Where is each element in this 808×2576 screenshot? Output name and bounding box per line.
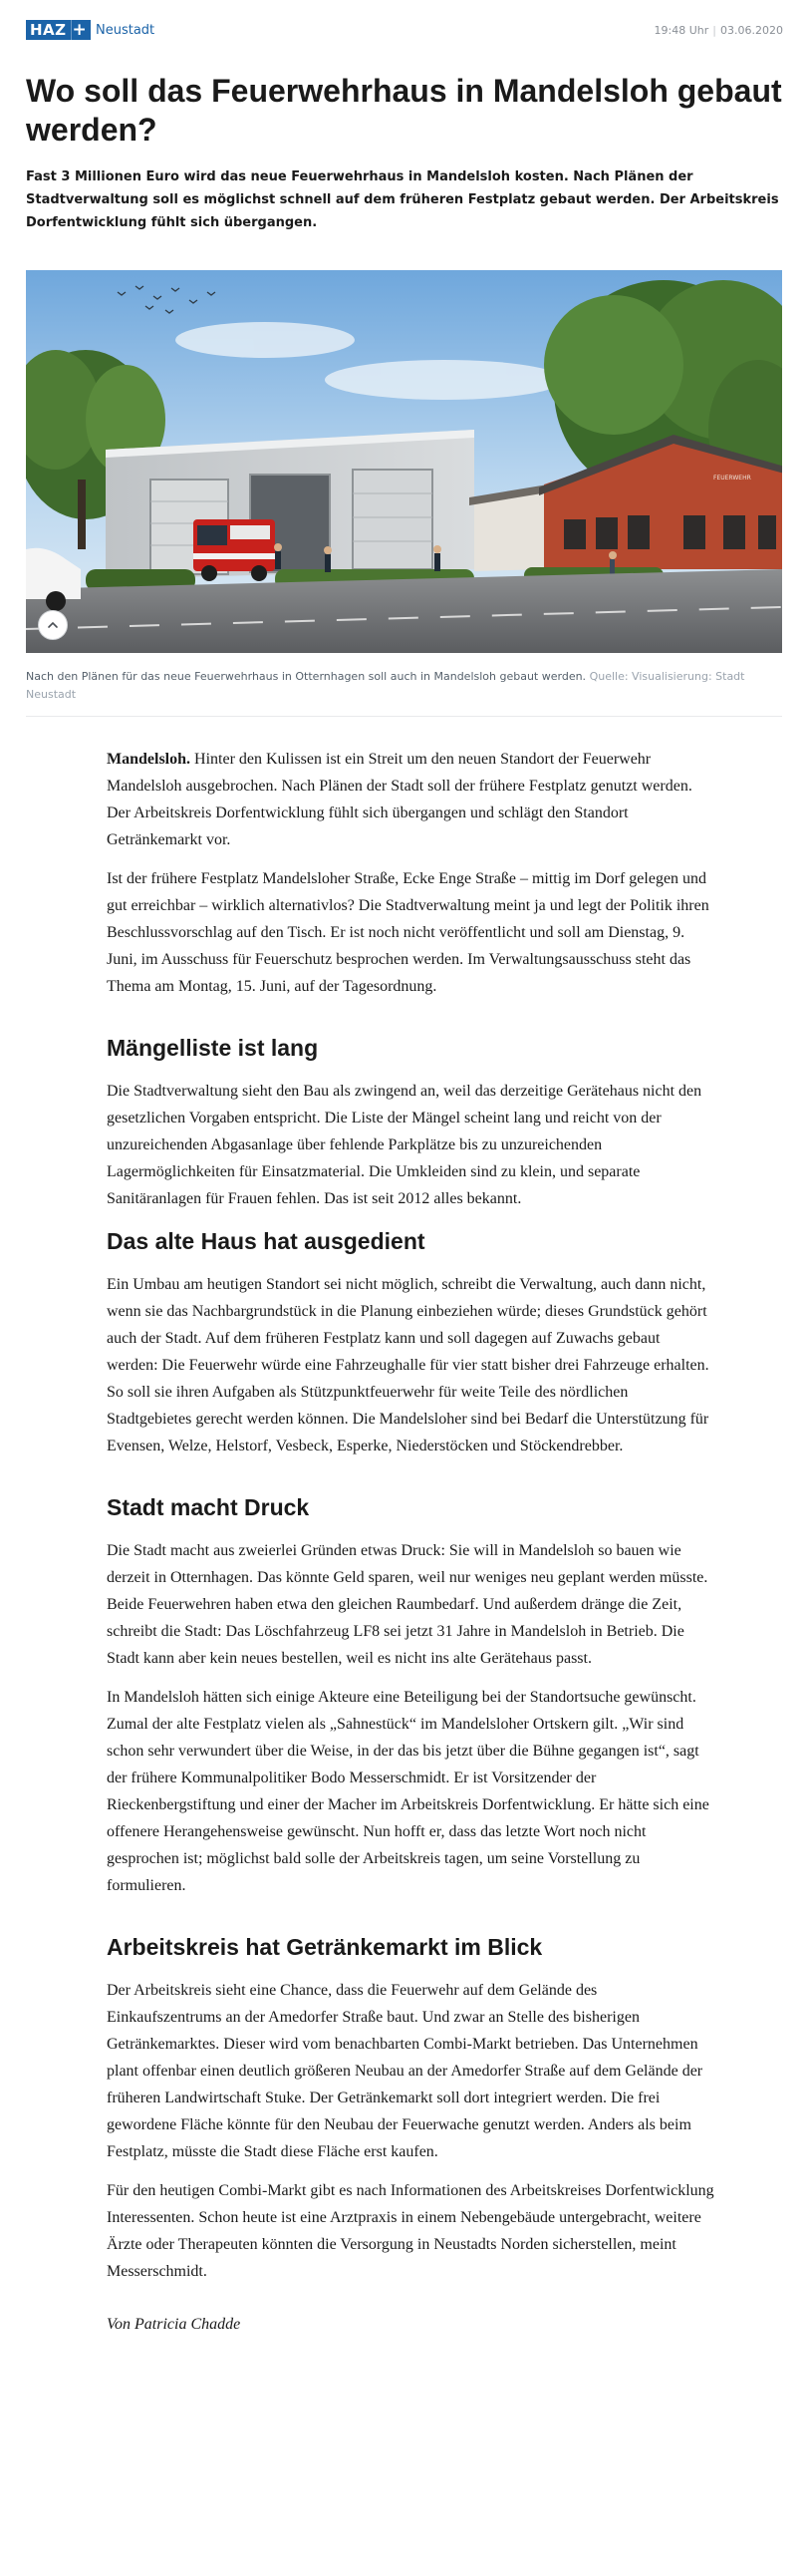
divider <box>26 716 782 717</box>
subheading: Arbeitskreis hat Getränkemarkt im Blick <box>107 1934 543 1960</box>
image-credit: Quelle: Visualisierung: Stadt Neustadt <box>26 670 745 701</box>
section-link-neustadt[interactable]: Neustadt <box>96 23 155 38</box>
building-sign: FEUERWEHR <box>713 475 751 482</box>
article-headline: Wo soll das Feuerwehrhaus in Mandelsloh gebaut werden? <box>26 73 782 148</box>
paragraph: Ein Umbau am heutigen Standort sei nicht möglich, schreibt die Verwaltung, auch dann nicht, wenn sie das Nachbargrundstück in die Planung einbeziehen würde; dieses Grundstück gehört auch der Stadt. Auf dem früheren Festplatz kann und soll dagegen auf Zuwachs gebaut werden: Die Feuerwehr würde eine Fahrzeughalle für vier statt bisher drei Fahrzeuge erhalten. So soll sie ihren Aufgaben als Stützpunktfeuerwehr für weite Teile des nördlichen Stadtgebietes gerecht werden können. Die Mandelsloher sind bei Bedarf die Unterstützung für Evensen, Welze, Helstorf, Vesbeck, Esperke, Niederstöcken und Stöckendrebber. <box>107 1276 709 1454</box>
caption-text: Nach den Plänen für das neue Feuerwehrhaus in Otternhagen soll auch in Mandelsloh gebaut werden. <box>26 670 587 683</box>
logo-plus: + <box>71 20 91 40</box>
paragraph: In Mandelsloh hätten sich einige Akteure eine Beteiligung bei der Standortsuche gewünscht. Zumal der alte Festplatz vielen als „Sahnestück“ im Mandelsloher Ortskern gilt. „Wir sind schon sehr verwundert über die Weise, in der das bis jetzt über die Bühne gegangen ist“, sagt der frühere Kommunalpolitiker Bodo Messerschmidt. Er ist Vorsitzender der Rieckenbergstiftung und einer der Macher im Arbeitskreis Dorfentwicklung. Er hätte sich eine offenere Herangehensweise gewünscht. Nun hofft er, dass das letzte Wort noch nicht gesprochen ist; möglichst bald solle der Arbeitskreis tagen, um seine Vorstellung zu formulieren. <box>107 1689 709 1894</box>
publish-meta <box>655 23 783 38</box>
image-caption <box>26 668 782 704</box>
intro-text: Hinter den Kulissen ist ein Streit um den neuen Standort der Feuerwehr Mandelsloh ausgebrochen. Nach Plänen der Stadt soll der frühere Festplatz genutzt werden. Der Arbeitskreis Dorfentwicklung fühlt sich übergangen und schlägt den Standort Getränkemarkt vor. <box>107 751 692 848</box>
paragraph: Der Arbeitskreis sieht eine Chance, dass die Feuerwehr auf dem Gelände des Einkaufszentrums an der Amedorfer Straße baut. Und zwar an Stelle des bisherigen Getränkemarktes. Dieser wird vom benachbarten Combi-Markt betrieben. Das Unternehmen plant offenbar einen deutlich größeren Neubau an der Amedorfer Straße auf dem Gelände der früheren Landwirtschaft Stuke. Der Getränkemarkt soll dort integriert werden. Die frei gewordene Fläche könnte für den Neubau der Feuerwache genutzt werden. Anders als beim Festplatz, müsste die Stadt diese Fläche erst kaufen. <box>107 1982 703 2160</box>
article-image <box>26 270 782 653</box>
author-byline: Von Patricia Chadde <box>107 2316 241 2333</box>
paragraph: Die Stadt macht aus zweierlei Gründen etwas Druck: Sie will in Mandelsloh so bauen wie derzeit in Otternhagen. Das könnte Geld sparen, weil nur weniges neu geplant werden müsste. Beide Feuerwehren haben etwa den gleichen Raumbedarf. Und außerdem dränge die Zeit, schreibt die Stadt: Das Löschfahrzeug LF8 sei jetzt 31 Jahre in Mandelsloh in Betrieb. Die Stadt kann aber kein neues bestellen, weil es nicht ins alte Gerätehaus passt. <box>107 1542 708 1667</box>
chevron-up-icon <box>46 618 60 632</box>
top-bar <box>26 18 783 42</box>
meta-separator: | <box>712 24 717 37</box>
vehicle-hall <box>106 430 474 579</box>
logo-text: HAZ <box>26 20 71 40</box>
connector-building <box>469 483 554 571</box>
paragraph-intro <box>107 746 714 853</box>
article-body <box>107 746 714 2350</box>
publish-date: 03.06.2020 <box>720 24 783 37</box>
article-teaser: Fast 3 Millionen Euro wird das neue Feuerwehrhaus in Mandelsloh kosten. Nach Plänen der Stadtverwaltung soll es möglichst schnell auf dem früheren Festplatz gebaut werden. Der Arbeitskreis Dorfentwicklung fühlt sich übergangen. <box>26 169 779 230</box>
dateline: Mandelsloh. <box>107 751 191 768</box>
subheading: Das alte Haus hat ausgedient <box>107 1228 425 1254</box>
paragraph: Die Stadtverwaltung sieht den Bau als zwingend an, weil das derzeitige Gerätehaus nicht den gesetzlichen Vorgaben entspricht. Die Liste der Mängel scheint lang und reicht von der unzureichenden Abgasanlage über fehlende Parkplätze bis zu unzureichenden Lagermöglichkeiten für Einsatzmaterial. Die Umkleiden sind zu klein, und separate Sanitäranlagen für Frauen fehlen. Das ist seit 2012 alles bekannt. <box>107 1083 702 1207</box>
publish-time: 19:48 Uhr <box>654 24 709 37</box>
subheading: Stadt macht Druck <box>107 1494 310 1520</box>
fire-station-visualisation <box>26 270 782 653</box>
haz-plus-logo[interactable] <box>26 20 91 40</box>
scroll-up-button[interactable] <box>38 610 68 640</box>
paragraph: Ist der frühere Festplatz Mandelsloher Straße, Ecke Enge Straße – mittig im Dorf gelegen und gut erreichbar – wirklich alternativlos? Die Stadtverwaltung meint ja und legt der Politik ihren Beschlussvorschlag auf den Tisch. Er ist noch nicht veröffentlicht und soll am Dienstag, 9. Juni, im Ausschuss für Feuerschutz besprochen werden. Im Verwaltungsausschuss steht das Thema am Montag, 15. Juni, auf der Tagesordnung. <box>107 870 709 995</box>
subheading: Mängelliste ist lang <box>107 1035 319 1061</box>
paragraph: Für den heutigen Combi-Markt gibt es nach Informationen des Arbeitskreises Dorfentwicklung Interessenten. Schon heute ist eine Arztpraxis in einem Nebengebäude untergebracht, weitere Ärzte oder Therapeuten könnten die Versorgung in Neustadts Norden sicherstellen, meint Messerschmidt. <box>107 2182 714 2280</box>
